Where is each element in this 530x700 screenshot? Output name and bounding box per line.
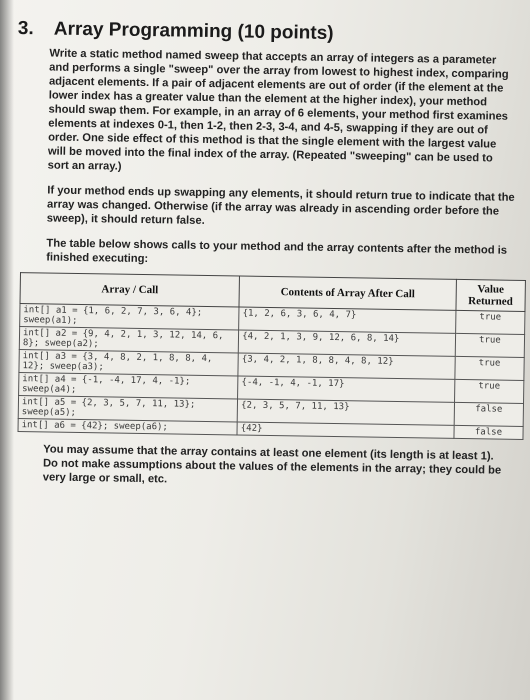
after-cell: {1, 2, 6, 3, 6, 4, 7}: [239, 307, 456, 333]
return-value-paragraph: If your method ends up swapping any elements, it should return true to indicate that the array was changed. Otherwise (if the array was already in ascending order before the sweep), it should return false.: [46, 184, 515, 227]
after-cell: {3, 4, 2, 1, 8, 8, 4, 8, 12}: [238, 353, 455, 379]
return-cell: true: [455, 333, 524, 357]
description-paragraph: Write a static method named sweep that accepts an array of integers as a parameter and performs a single "sweep" over the array from lowest to highest index, comparing adjacent elements. If a pair of adjacent elements are out of order (if the element at the lower index has a greater value than the element at the higher index), your method should swap them. For example, in an array of 6 elements, your method first examines elements at indexes 0-1, then 1-2, then 2-3, 3-4, and 4-5, swapping if they are out of order. One side effect of this method is that the single element with the largest value will be moved into the final index of the array. (Repeated "sweeping" can be used to sort an array.): [47, 47, 509, 173]
call-cell: int[] a5 = {2, 3, 5, 7, 11, 13}; sweep(a5);: [18, 396, 238, 422]
after-cell: {4, 2, 1, 3, 9, 12, 6, 8, 14}: [238, 330, 455, 356]
header-array-call: Array / Call: [20, 273, 240, 307]
table-intro-paragraph: The table below shows calls to your method and the array contents after the method is finished executing:: [46, 237, 508, 266]
question-heading: [18, 18, 518, 48]
after-cell: {-4, -1, 4, -1, 17}: [238, 376, 455, 402]
return-cell: true: [454, 379, 523, 403]
question-number: 3.: [17, 18, 34, 40]
header-contents-after: Contents of Array After Call: [239, 276, 456, 310]
call-cell: int[] a6 = {42}; sweep(a6);: [18, 419, 237, 435]
return-cell: false: [454, 425, 523, 439]
calls-table: [17, 272, 525, 440]
after-cell: {2, 3, 5, 7, 11, 13}: [237, 399, 454, 425]
call-cell: int[] a1 = {1, 6, 2, 7, 3, 6, 4}; sweep(a1);: [20, 304, 240, 330]
call-cell: int[] a3 = {3, 4, 8, 2, 1, 8, 8, 4, 12}; sweep(a3);: [19, 350, 239, 376]
return-cell: false: [454, 402, 523, 426]
assumptions-note: You may assume that the array contains at least one element (its length is at least 1). Do not make assumptions about the values of the elements in the array; they could be very large or small, etc.: [42, 443, 502, 486]
call-cell: int[] a4 = {-1, -4, 17, 4, -1}; sweep(a4);: [19, 373, 239, 399]
return-cell: true: [455, 310, 524, 334]
question-title: Array Programming (10 points): [53, 18, 334, 44]
after-cell: {42}: [237, 422, 454, 438]
return-cell: true: [455, 356, 524, 380]
header-value-returned: Value Returned: [456, 279, 526, 311]
question-page: [11, 18, 518, 492]
call-cell: int[] a2 = {9, 4, 2, 1, 3, 12, 14, 6, 8}; sweep(a2);: [19, 327, 239, 353]
